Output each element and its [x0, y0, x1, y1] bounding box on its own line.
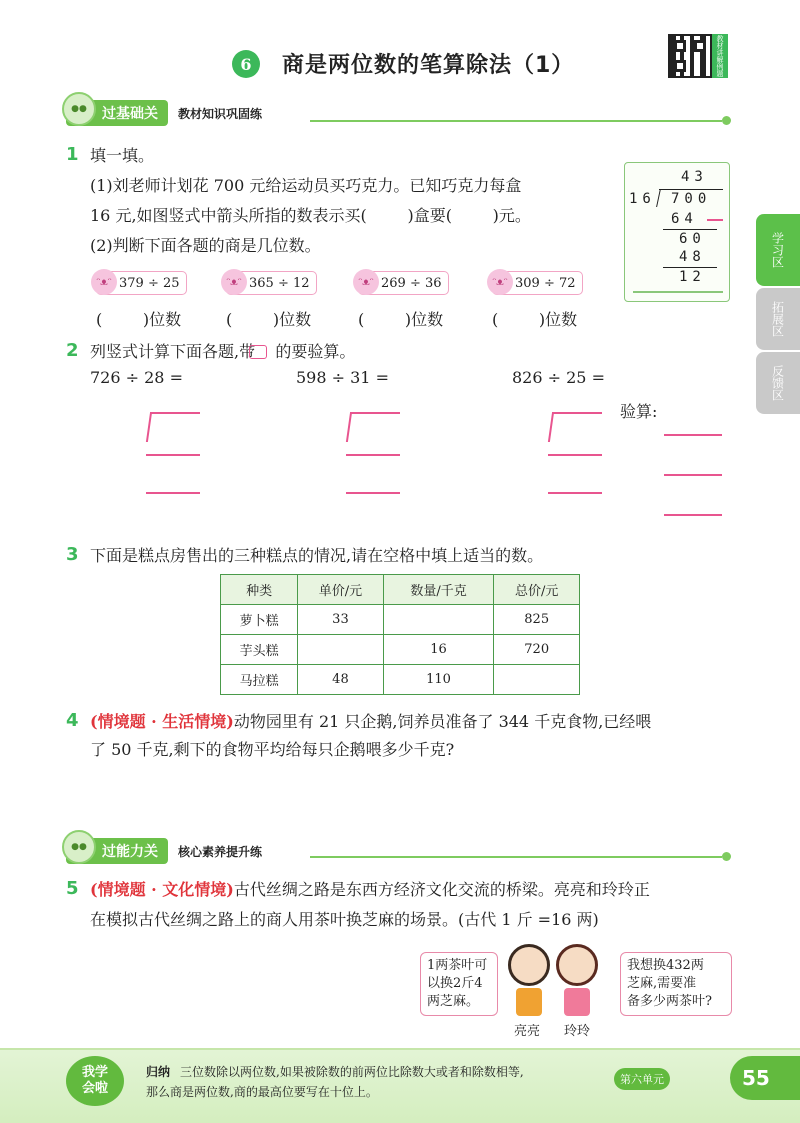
section-basic — [66, 100, 262, 126]
expression-chip: ᵔᴥᵔ 269 ÷ 36 — [358, 271, 449, 295]
answer-blank[interactable]: ( )位数 — [492, 310, 578, 329]
grass-decoration — [633, 291, 723, 293]
qr-finder-icon — [674, 40, 686, 52]
section-divider — [310, 856, 722, 858]
arrow-pointer-icon — [707, 219, 723, 221]
learned-badge: 我学 会啦 — [66, 1056, 124, 1106]
answer-blank[interactable]: ( )位数 — [358, 310, 444, 329]
division-step: 60 — [679, 231, 706, 247]
section-ability — [66, 838, 262, 864]
q1-part1-line1: (1)刘老师计划花 700 元给运动员买巧克力。已知巧克力每盒 — [90, 176, 522, 195]
owl-mascot-icon: ●● — [62, 830, 96, 864]
unit-label: 第六单元 — [614, 1068, 670, 1090]
flower-icon — [722, 852, 731, 861]
q5-text: 古代丝绸之路是东西方经济文化交流的桥梁。亮亮和玲玲正 — [233, 880, 650, 899]
lesson-number-badge: 6 — [232, 50, 260, 78]
table-cell-blank[interactable] — [298, 635, 384, 665]
q1-part1-line2: 16 元,如图竖式中箭头所指的数表示买( )盒要( )元。 — [90, 206, 531, 225]
boy-avatar-icon — [508, 944, 550, 986]
column-header: 种类 — [221, 575, 298, 605]
division-line — [663, 267, 717, 268]
division-line — [663, 229, 717, 230]
q5-line1 — [90, 876, 650, 904]
question-number: 1 — [66, 144, 79, 165]
table-cell: 16 — [383, 635, 494, 665]
table-row — [221, 665, 580, 695]
table-cell: 825 — [494, 605, 580, 635]
answer-blank[interactable]: ( )位数 — [226, 310, 312, 329]
division-bracket — [656, 189, 661, 207]
table-cell: 萝卜糕 — [221, 605, 298, 635]
context-tag: (情境题 · 生活情境) — [90, 712, 234, 731]
q2-expr: 726 ÷ 28 = — [90, 368, 183, 387]
context-tag: (情境题 · 文化情境) — [90, 880, 234, 899]
question-number: 4 — [66, 710, 79, 731]
q5-line2: 在模拟古代丝绸之路上的商人用茶叶换芝麻的场景。(古代 1 斤 =16 两) — [90, 910, 599, 929]
section-divider — [310, 120, 722, 122]
check-label: 验算: — [620, 402, 658, 421]
girl-avatar-icon — [556, 944, 598, 986]
table-cell: 马拉糕 — [221, 665, 298, 695]
cat-icon: ᵔᴥᵔ — [353, 269, 379, 295]
question-number: 5 — [66, 878, 79, 899]
kid-name: 玲玲 — [564, 1024, 591, 1039]
long-division-figure — [624, 162, 730, 302]
speech-bubble-left: 1两茶叶可 以换2斤4 两芝麻。 — [420, 952, 498, 1016]
answer-blank[interactable]: ( )位数 — [96, 310, 182, 329]
flower-icon — [722, 116, 731, 125]
summary-label: 归纳 — [146, 1065, 171, 1079]
q2-head: 列竖式计算下面各题,带 的要验算。 — [90, 342, 356, 361]
summary-note: 归纳 三位数除以两位数,如果被除数的前两位比除数大或者和除数相等, 那么商是两位数,商的最高位要写在十位上。 — [146, 1065, 524, 1099]
table-cell: 720 — [494, 635, 580, 665]
girl-body-icon — [564, 988, 590, 1016]
question-number: 2 — [66, 340, 79, 361]
division-step: 48 — [679, 249, 706, 265]
table-cell: 48 — [298, 665, 384, 695]
column-header: 数量/千克 — [383, 575, 494, 605]
q2-expr: 826 ÷ 25 = — [512, 368, 605, 387]
section-badge — [66, 100, 168, 126]
table-cell: 33 — [298, 605, 384, 635]
table-row — [221, 635, 580, 665]
column-header: 总价/元 — [494, 575, 580, 605]
column-header: 单价/元 — [298, 575, 384, 605]
star-mark-icon — [249, 345, 267, 359]
table-cell-blank[interactable] — [494, 665, 580, 695]
section-badge-label: 过基础关 — [102, 106, 158, 122]
expression-chip: ᵔᴥᵔ 379 ÷ 25 — [96, 271, 187, 295]
table-cell: 110 — [383, 665, 494, 695]
q4-line2: 了 50 千克,剩下的食物平均给每只企鹅喂多少千克? — [90, 740, 455, 759]
tab-study[interactable]: 学习区 — [756, 214, 800, 286]
cat-icon: ᵔᴥᵔ — [221, 269, 247, 295]
table-header-row — [221, 575, 580, 605]
boy-body-icon — [516, 988, 542, 1016]
q1-part2: (2)判断下面各题的商是几位数。 — [90, 236, 321, 255]
qr-code-icon[interactable] — [668, 34, 712, 78]
page-title: 商是两位数的笔算除法（1） — [282, 53, 575, 78]
pastry-table — [220, 574, 580, 695]
division-divisor: 16 — [629, 191, 656, 207]
cat-icon: ᵔᴥᵔ — [487, 269, 513, 295]
section-subtitle: 教材知识巩固练 — [178, 106, 263, 121]
section-subtitle: 核心素养提升练 — [178, 844, 263, 859]
q4-line1 — [90, 708, 651, 736]
cat-icon: ᵔᴥᵔ — [91, 269, 117, 295]
table-cell-blank[interactable] — [383, 605, 494, 635]
qr-label: 教材讲解例题 — [712, 34, 728, 78]
q3-head: 下面是糕点房售出的三种糕点的情况,请在空格中填上适当的数。 — [90, 546, 544, 565]
expression-chip: ᵔᴥᵔ 309 ÷ 72 — [492, 271, 583, 295]
kid-name: 亮亮 — [514, 1024, 541, 1039]
q4-text: 动物园里有 21 只企鹅,饲养员准备了 344 千克食物,已经喂 — [233, 712, 652, 731]
section-badge-label: 过能力关 — [102, 844, 158, 860]
division-quotient: 43 — [681, 169, 708, 185]
table-row — [221, 605, 580, 635]
division-remainder: 12 — [679, 269, 706, 285]
division-dividend: 700 — [671, 191, 712, 207]
owl-mascot-icon: ●● — [62, 92, 96, 126]
page-number: 55 — [742, 1066, 770, 1090]
expression-chip: ᵔᴥᵔ 365 ÷ 12 — [226, 271, 317, 295]
division-bar — [659, 189, 723, 190]
section-badge — [66, 838, 168, 864]
q1-head: 填一填。 — [90, 146, 155, 165]
qr-finder-icon — [694, 40, 706, 52]
division-step: 64 — [671, 211, 698, 227]
speech-bubble-right: 我想换432两 芝麻,需要准 备多少两茶叶? — [620, 952, 732, 1016]
table-cell: 芋头糕 — [221, 635, 298, 665]
tab-extend[interactable]: 拓展区 — [756, 288, 800, 350]
qr-finder-icon — [674, 60, 686, 72]
tab-feedback[interactable]: 反馈区 — [756, 352, 800, 414]
question-number: 3 — [66, 544, 79, 565]
q2-expr: 598 ÷ 31 = — [296, 368, 389, 387]
